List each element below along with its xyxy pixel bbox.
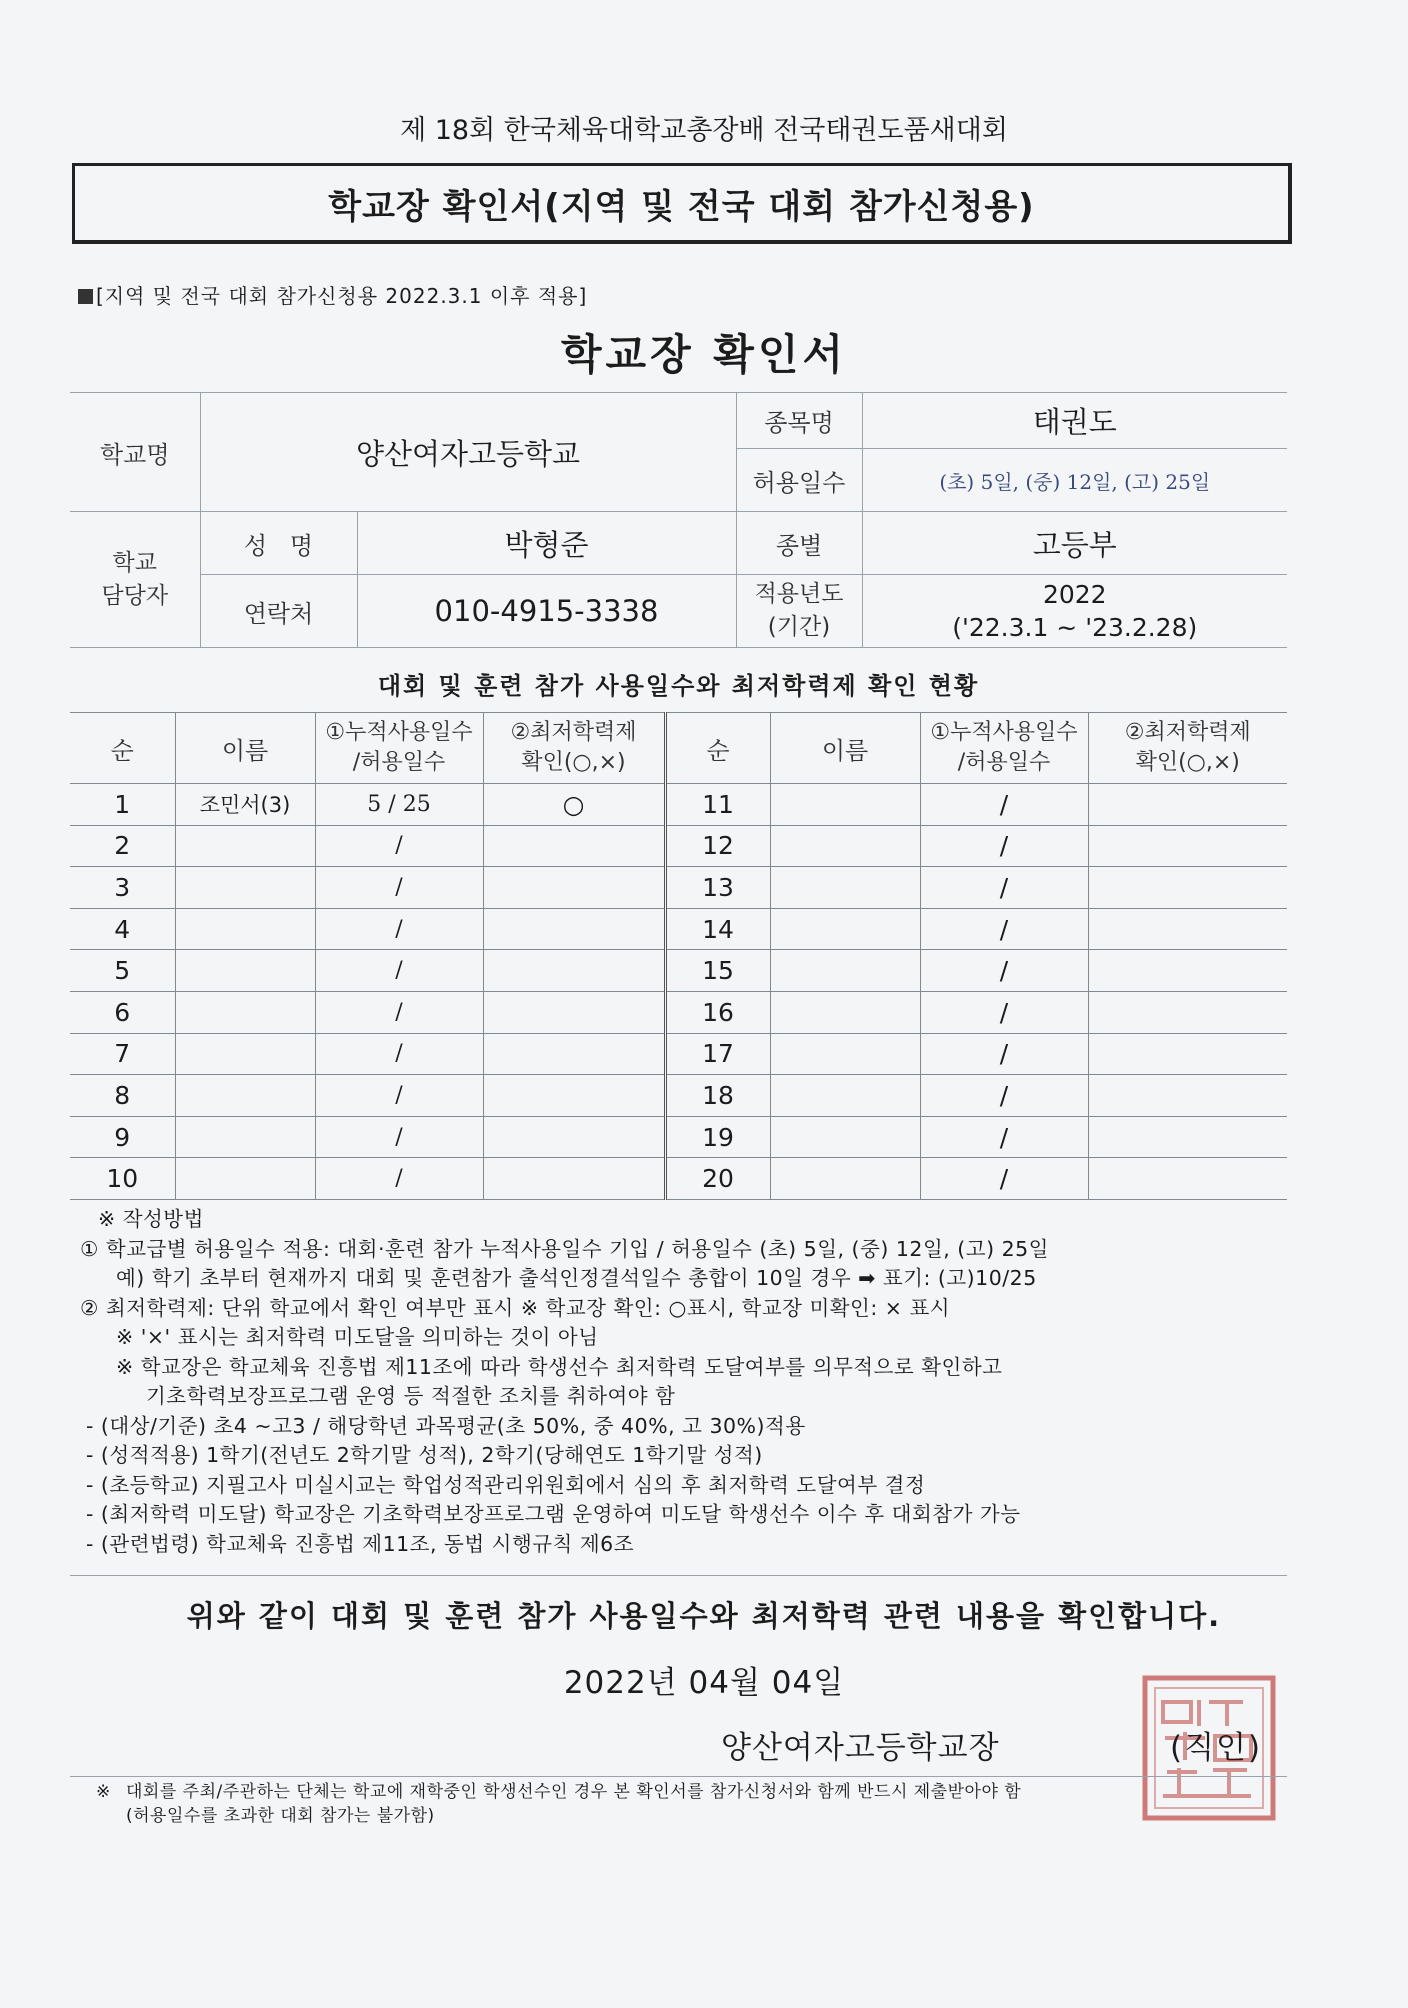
apply-note-text: [지역 및 전국 대회 참가신청용 2022.3.1 이후 적용] <box>96 284 588 308</box>
manager-label <box>70 512 200 648</box>
contact-label: 연락처 <box>200 575 357 648</box>
form-title: 학교장 확인서(지역 및 전국 대회 참가신청용) <box>328 186 1035 227</box>
year-value-line1: 2022 <box>1042 580 1107 609</box>
instructions <box>80 1205 1300 1559</box>
row-used-left: / <box>315 1075 483 1117</box>
header-check-line2: 확인(○,×) <box>1135 750 1240 775</box>
records-body <box>70 784 1287 1200</box>
allowed-days-value: (초) 5일, (중) 12일, (고) 25일 <box>862 449 1287 512</box>
row-no-right: 14 <box>665 908 770 950</box>
row-name-right <box>770 1075 920 1117</box>
row-used-right: / <box>920 991 1088 1033</box>
row-check-right <box>1088 784 1287 826</box>
instruction-2b: ※ '×' 표시는 최저학력 미도달을 의미하는 것이 아님 <box>116 1325 599 1349</box>
row-no-right: 20 <box>665 1158 770 1200</box>
row-no-left: 7 <box>70 1033 175 1075</box>
row-name-left <box>175 825 315 867</box>
header-check-line1: ②최저학력제 <box>1124 720 1251 745</box>
document-title: 학교장 확인서 <box>560 330 848 379</box>
instruction-2d: 기초학력보장프로그램 운영 등 적절한 조치를 취하여야 함 <box>146 1384 676 1408</box>
row-check-left <box>483 908 665 950</box>
table-row <box>70 991 1287 1033</box>
row-used-left: / <box>315 991 483 1033</box>
seal-label: (직인) <box>1170 1730 1263 1766</box>
section-title: 대회 및 훈련 참가 사용일수와 최저학력제 확인 현황 <box>377 672 980 700</box>
header-used-line2: /허용일수 <box>957 750 1051 775</box>
footnote-line-1: 대회를 주최/주관하는 단체는 학교에 재학중인 학생선수인 경우 본 확인서를 참가신청서와 함께 반드시 제출받아야 함 <box>126 1782 1022 1802</box>
row-check-right <box>1088 991 1287 1033</box>
header-no-right: 순 <box>665 713 770 784</box>
footnote-line-2: (허용일수를 초과한 대회 참가는 불가함) <box>126 1806 435 1826</box>
participation-records-table <box>70 712 1287 1200</box>
instruction-2a: ② 최저학력제: 단위 학교에서 확인 여부만 표시 ※ 학교장 확인: ○표시, 학교장 미확인: × 표시 <box>80 1295 951 1320</box>
row-check-left <box>483 825 665 867</box>
row-used-left: / <box>315 908 483 950</box>
header-check-line2: 확인(○,×) <box>521 750 626 775</box>
row-used-right: / <box>920 825 1088 867</box>
row-check-left <box>483 950 665 992</box>
header-used-line1: ①누적사용일수 <box>325 720 473 745</box>
manager-label-line2: 담당자 <box>101 582 169 609</box>
allowed-days-label: 허용일수 <box>736 449 862 512</box>
row-used-left: / <box>315 1033 483 1075</box>
row-name-left <box>175 1075 315 1117</box>
row-check-right <box>1088 950 1287 992</box>
row-check-left <box>483 991 665 1033</box>
table-row <box>70 908 1287 950</box>
principal-title: 양산여자고등학교장 <box>721 1730 1000 1766</box>
row-name-left <box>175 1158 315 1200</box>
row-used-right: / <box>920 1075 1088 1117</box>
row-check-left <box>483 1075 665 1117</box>
manager-label-line1: 학교 <box>112 549 157 576</box>
row-no-right: 15 <box>665 950 770 992</box>
row-check-left <box>483 1033 665 1075</box>
apply-note <box>78 280 587 309</box>
manager-name-label <box>200 512 357 575</box>
row-no-left: 9 <box>70 1116 175 1158</box>
footer-divider-line <box>70 1776 1287 1777</box>
row-check-left <box>483 1158 665 1200</box>
contact-value: 010-4915-3338 <box>357 575 736 648</box>
table-row <box>70 1033 1287 1075</box>
row-check-right <box>1088 1033 1287 1075</box>
row-name-left <box>175 1033 315 1075</box>
row-check-right <box>1088 867 1287 909</box>
manager-name-label-text: 성 명 <box>243 531 314 560</box>
instruction-dash-3: - (초등학교) 지필고사 미실시교는 학업성적관리위원회에서 심의 후 최저학력 도달여부 결정 <box>86 1472 926 1497</box>
form-title-box <box>72 163 1292 244</box>
row-used-left: / <box>315 825 483 867</box>
row-used-right: / <box>920 1158 1088 1200</box>
instruction-dash-1: - (대상/기준) 초4 ~고3 / 해당학년 과목평균(초 50%, 중 40%, 고 30%)적용 <box>86 1413 806 1438</box>
row-used-right: / <box>920 867 1088 909</box>
header-check-right <box>1088 713 1287 784</box>
row-no-left: 1 <box>70 784 175 826</box>
instruction-2c: ※ 학교장은 학교체육 진흥법 제11조에 따라 학생선수 최저학력 도달여부를 의무적으로 확인하고 <box>116 1354 1003 1379</box>
header-used-left <box>315 713 483 784</box>
instruction-dash-4: - (최저학력 미도달) 학교장은 기초학력보장프로그램 운영하여 미도달 학생선수 이수 후 대회참가 가능 <box>86 1502 1021 1526</box>
row-no-left: 10 <box>70 1158 175 1200</box>
row-used-left: 5 / 25 <box>315 784 483 826</box>
row-used-left: / <box>315 1158 483 1200</box>
year-value <box>862 575 1287 648</box>
school-name-label: 학교명 <box>70 393 200 512</box>
row-name-right <box>770 825 920 867</box>
instructions-heading-text: ※ 작성방법 <box>98 1207 204 1231</box>
header-name-left: 이름 <box>175 713 315 784</box>
row-name-left <box>175 1116 315 1158</box>
row-no-right: 19 <box>665 1116 770 1158</box>
instruction-dash-5: - (관련법령) 학교체육 진흥법 제11조, 동법 시행규칙 제6조 <box>86 1531 635 1556</box>
header-no-left: 순 <box>70 713 175 784</box>
row-check-left <box>483 1116 665 1158</box>
sport-value: 태권도 <box>862 393 1287 449</box>
row-no-right: 17 <box>665 1033 770 1075</box>
header-check-left <box>483 713 665 784</box>
row-used-left: / <box>315 1116 483 1158</box>
row-name-right <box>770 908 920 950</box>
row-no-left: 3 <box>70 867 175 909</box>
row-check-right <box>1088 1116 1287 1158</box>
row-no-right: 12 <box>665 825 770 867</box>
category-label: 종별 <box>736 512 862 575</box>
row-name-right <box>770 1116 920 1158</box>
year-label <box>736 575 862 648</box>
confirmation-date: 2022년 04월 04일 <box>563 1665 845 1701</box>
sport-label: 종목명 <box>736 393 862 449</box>
year-label-line1: 적용년도 <box>754 581 844 607</box>
year-label-line2: (기간) <box>767 614 831 640</box>
header-used-line2: /허용일수 <box>352 750 446 775</box>
divider-line <box>70 1575 1287 1576</box>
row-no-left: 6 <box>70 991 175 1033</box>
row-used-right: / <box>920 1033 1088 1075</box>
row-no-left: 5 <box>70 950 175 992</box>
instructions-heading <box>80 1205 1300 1235</box>
row-no-left: 2 <box>70 825 175 867</box>
footnote-mark: ※ <box>96 1782 111 1802</box>
row-used-right: / <box>920 784 1088 826</box>
row-no-right: 11 <box>665 784 770 826</box>
instruction-dash-2: - (성적적용) 1학기(전년도 2학기말 성적), 2학기(당해연도 1학기말 성적) <box>86 1443 763 1467</box>
category-value: 고등부 <box>862 512 1287 575</box>
row-no-right: 13 <box>665 867 770 909</box>
row-no-left: 4 <box>70 908 175 950</box>
row-name-right <box>770 991 920 1033</box>
row-name-right <box>770 867 920 909</box>
row-used-left: / <box>315 867 483 909</box>
header-name-right: 이름 <box>770 713 920 784</box>
school-name-value: 양산여자고등학교 <box>200 393 736 512</box>
table-row <box>70 1075 1287 1117</box>
row-check-right <box>1088 825 1287 867</box>
table-row <box>70 1158 1287 1200</box>
row-check-right <box>1088 1075 1287 1117</box>
row-check-left <box>483 867 665 909</box>
year-value-line2: ('22.3.1 ~ '23.2.28) <box>952 613 1198 642</box>
table-row <box>70 825 1287 867</box>
row-no-left: 8 <box>70 1075 175 1117</box>
header-used-line1: ①누적사용일수 <box>930 720 1078 745</box>
event-title: 제 18회 한국체육대학교총장배 전국태권도품새대회 <box>400 115 1008 146</box>
row-name-left <box>175 991 315 1033</box>
row-used-right: / <box>920 1116 1088 1158</box>
row-used-left: / <box>315 950 483 992</box>
row-name-right <box>770 784 920 826</box>
row-name-right <box>770 950 920 992</box>
header-check-line1: ②최저학력제 <box>510 720 637 745</box>
header-used-right <box>920 713 1088 784</box>
row-check-left: ○ <box>483 784 665 826</box>
row-used-right: / <box>920 950 1088 992</box>
row-name-right <box>770 1158 920 1200</box>
confirmation-statement: 위와 같이 대회 및 훈련 참가 사용일수와 최저학력 관련 내용을 확인합니다. <box>186 1599 1222 1633</box>
table-row <box>70 1116 1287 1158</box>
school-info-table <box>70 392 1287 648</box>
table-row <box>70 784 1287 826</box>
records-header-row <box>70 713 1287 784</box>
row-used-right: / <box>920 908 1088 950</box>
table-row <box>70 867 1287 909</box>
row-check-right <box>1088 1158 1287 1200</box>
instruction-1b: 예) 학기 초부터 현재까지 대회 및 훈련참가 출석인정결석일수 총합이 10일 경우 ➡ 표기: (고)10/25 <box>116 1266 1037 1290</box>
instruction-1a: ① 학교급별 허용일수 적용: 대회·훈련 참가 누적사용일수 기입 / 허용일수 (초) 5일, (중) 12일, (고) 25일 <box>80 1236 1049 1261</box>
footnote <box>98 1780 1298 1828</box>
row-name-left: 조민서(3) <box>175 784 315 826</box>
manager-name-value: 박형준 <box>357 512 736 575</box>
row-no-right: 16 <box>665 991 770 1033</box>
square-bullet-icon <box>78 289 93 304</box>
row-no-right: 18 <box>665 1075 770 1117</box>
row-name-right <box>770 1033 920 1075</box>
row-name-left <box>175 950 315 992</box>
row-name-left <box>175 867 315 909</box>
row-check-right <box>1088 908 1287 950</box>
row-name-left <box>175 908 315 950</box>
table-row <box>70 950 1287 992</box>
